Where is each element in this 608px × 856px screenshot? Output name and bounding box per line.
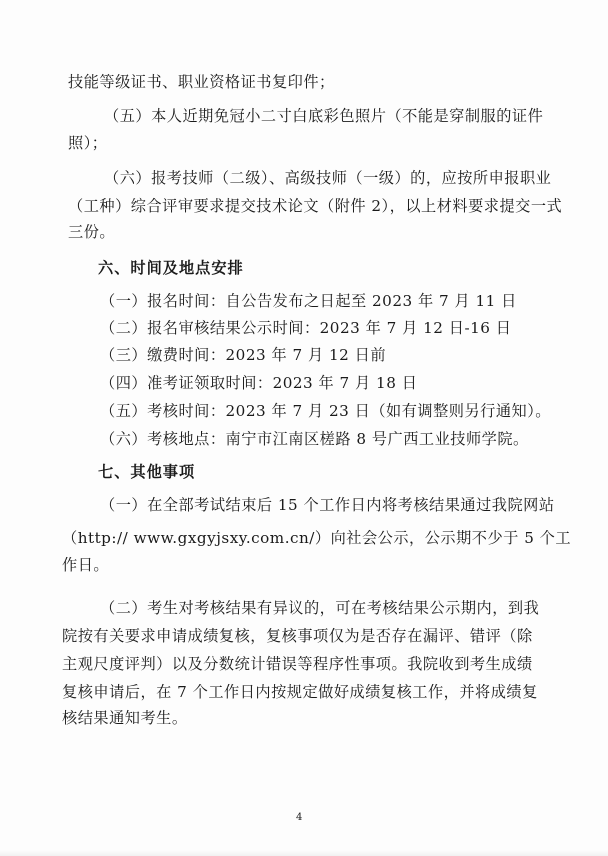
text-line-1: 技能等级证书、职业资格证书复印件； [68,73,335,91]
schedule-item-6: （六）考核地点：南宁市江南区槎路 8 号广西工业技师学院。 [100,430,529,448]
text-line-5: （工种）综合评审要求提交技术论文（附件 2），以上材料要求提交一式 [68,197,563,215]
other-para-2-line-2: 院按有关要求申请成绩复核，复核事项仅为是否存在漏评、错评（除 [62,627,533,645]
text-line-3: 照）； [68,134,108,152]
section-7-heading: 七、其他事项 [98,463,196,481]
other-para-1-line-1: （一）在全部考试结束后 15 个工作日内将考核结果通过我院网站 [100,496,555,514]
scan-shadow [0,850,608,856]
other-para-1-line-2: （http:// www.gxgyjsxy.com.cn/）向社会公示，公示期不少于 5 个工 [62,529,572,547]
page-number: 4 [296,812,303,823]
section-6-heading: 六、时间及地点安排 [98,259,244,277]
text-line-6: 三份。 [68,223,116,241]
other-para-2-line-5: 核结果通知考生。 [62,709,188,727]
schedule-item-4: （四）准考证领取时间：2023 年 7 月 18 日 [100,374,418,392]
text-line-4: （六）报考技师（二级）、高级技师（一级）的，应按所申报职业 [104,169,552,187]
other-para-2-line-3: 主观尺度评判）以及分数统计错误等程序性事项。我院收到考生成绩 [62,655,533,673]
schedule-item-5: （五）考核时间：2023 年 7 月 23 日（如有调整则另行通知）。 [100,402,551,420]
schedule-item-1: （一）报名时间：自公告发布之日起至 2023 年 7 月 11 日 [100,292,517,310]
schedule-item-2: （二）报名审核结果公示时间：2023 年 7 月 12 日-16 日 [100,319,512,337]
other-para-2-line-1: （二）考生对考核结果有异议的，可在考核结果公示期内，到我 [100,599,540,617]
text-line-2: （五）本人近期免冠小二寸白底彩色照片（不能是穿制服的证件 [104,107,544,125]
other-para-1-line-3: 作日。 [62,556,110,574]
schedule-item-3: （三）缴费时间：2023 年 7 月 12 日前 [100,346,387,364]
other-para-2-line-4: 复核申请后，在 7 个工作日内按规定做好成绩复核工作，并将成绩复 [62,683,538,701]
